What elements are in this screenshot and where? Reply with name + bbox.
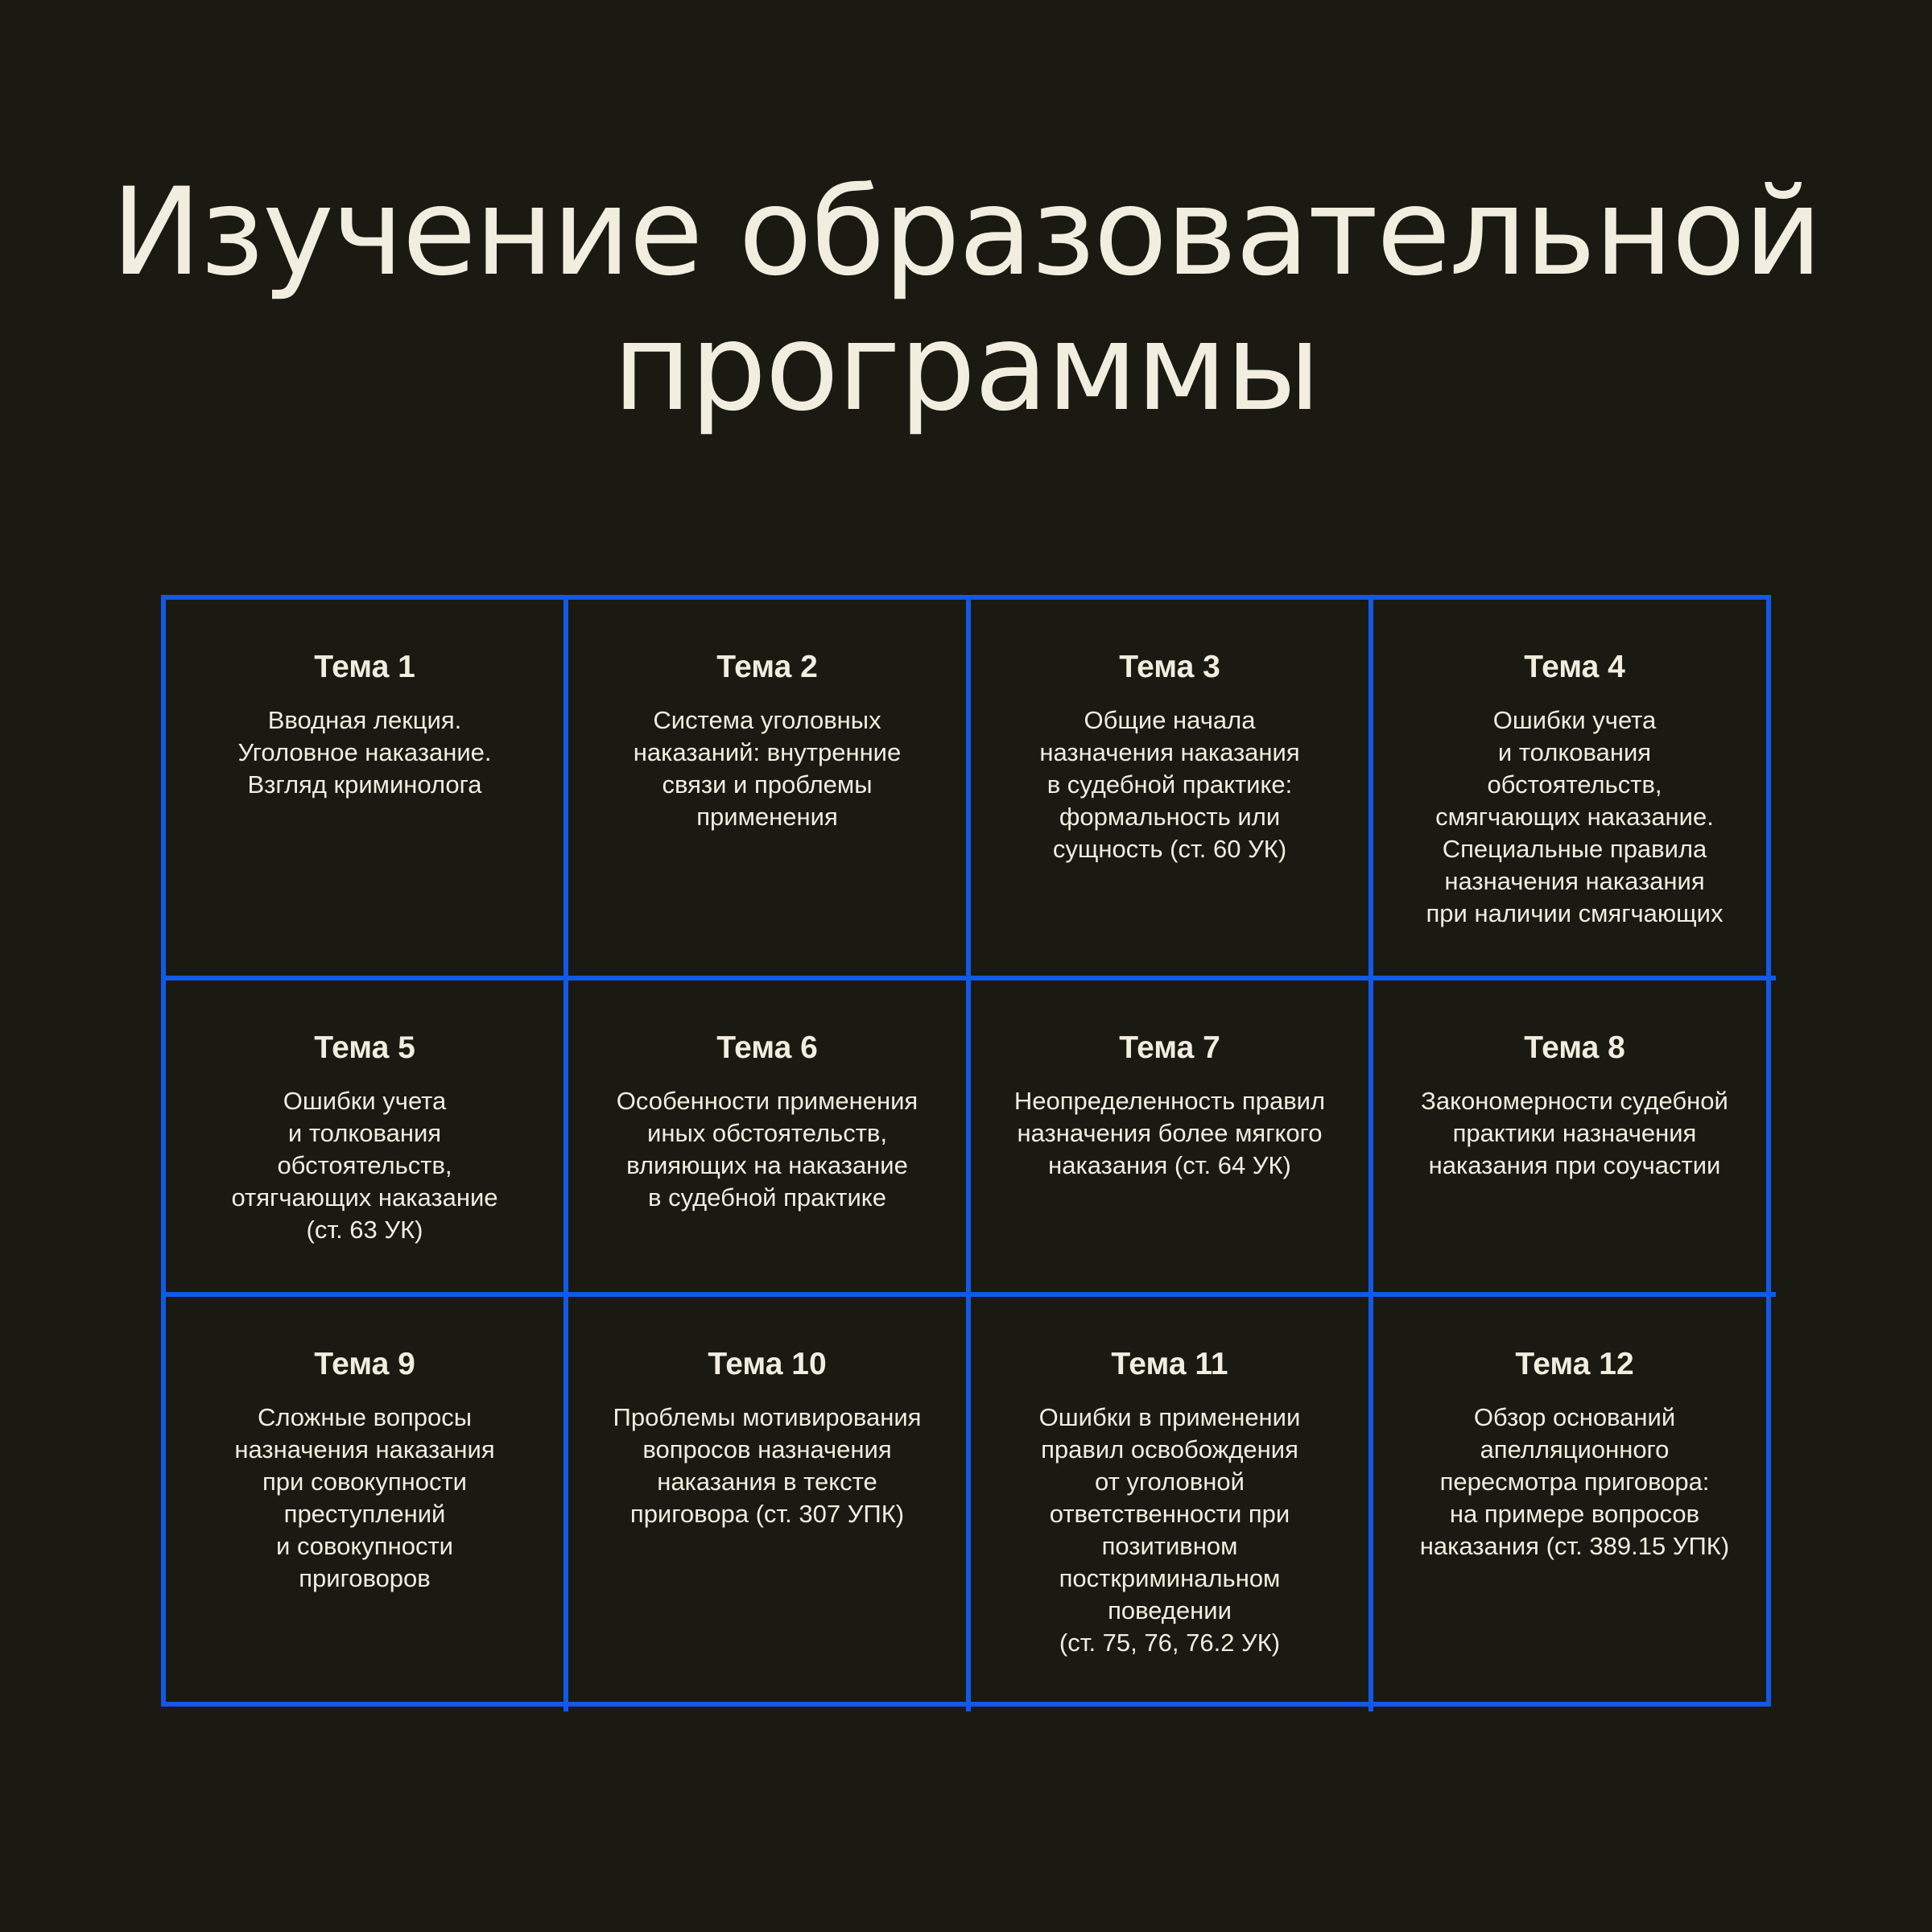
topic-description: Обзор оснований апелляционного пересмотра приговора: на примере вопросов наказания (ст. 389.15 УПК): [1419, 1403, 1730, 1560]
topic-card-12: [1373, 1297, 1776, 1711]
topic-card-8: [1373, 980, 1776, 1297]
topics-grid: [161, 595, 1771, 1707]
topic-title: Тема 9: [314, 1347, 415, 1381]
topic-description: Неопределенность правил назначения более мягкого наказания (ст. 64 УК): [1013, 1087, 1326, 1179]
title-line-1: Изучение образовательной: [111, 163, 1821, 303]
topic-card-9: [166, 1297, 568, 1711]
topic-title: Тема 7: [1119, 1030, 1220, 1065]
topic-card-7: [971, 980, 1373, 1297]
topic-card-6: [568, 980, 971, 1297]
topic-title: Тема 2: [716, 650, 818, 684]
topic-title: Тема 12: [1515, 1347, 1634, 1381]
topic-title: Тема 1: [314, 650, 415, 684]
topic-card-3: [971, 600, 1373, 980]
page-title: [0, 165, 1932, 436]
topic-card-11: [971, 1297, 1373, 1711]
topic-description: Общие начала назначения наказания в судебной практике: формальность или сущность (ст. 60 УК): [1039, 706, 1300, 863]
topic-card-10: [568, 1297, 971, 1711]
topic-card-2: [568, 600, 971, 980]
topic-description: Ошибки учета и толкования обстоятельств, смягчающих наказание. Специальные правила назначения наказания при наличии смягчающих: [1426, 706, 1724, 927]
topic-card-1: [166, 600, 568, 980]
topic-description: Особенности применения иных обстоятельств, влияющих на наказание в судебной практике: [616, 1087, 919, 1212]
topic-card-5: [166, 980, 568, 1297]
topic-title: Тема 11: [1111, 1347, 1228, 1381]
topic-title: Тема 8: [1524, 1030, 1625, 1065]
topic-title: Тема 10: [708, 1347, 827, 1381]
topic-description: Закономерности судебной практики назначения наказания при соучастии: [1421, 1087, 1728, 1179]
topic-description: Ошибки в применении правил освобождения от уголовной ответственности при позитивном посткриминальном поведении (ст. 75, 76, 76.2 УК): [1038, 1403, 1301, 1657]
topic-title: Тема 4: [1524, 650, 1625, 684]
topic-card-4: [1373, 600, 1776, 980]
topic-title: Тема 6: [716, 1030, 818, 1065]
topic-title: Тема 5: [314, 1030, 415, 1065]
topic-description: Проблемы мотивирования вопросов назначения наказания в тексте приговора (ст. 307 УПК): [613, 1403, 922, 1528]
title-line-2: программы: [613, 298, 1319, 438]
topic-title: Тема 3: [1119, 650, 1220, 684]
topic-description: Система уголовных наказаний: внутренние связи и проблемы применения: [633, 706, 902, 831]
topic-description: Вводная лекция. Уголовное наказание. Взгляд криминолога: [237, 706, 492, 799]
topic-description: Сложные вопросы назначения наказания при совокупности преступлений и совокупности приговоров: [234, 1403, 495, 1592]
topic-description: Ошибки учета и толкования обстоятельств, отягчающих наказание (ст. 63 УК): [231, 1087, 498, 1244]
